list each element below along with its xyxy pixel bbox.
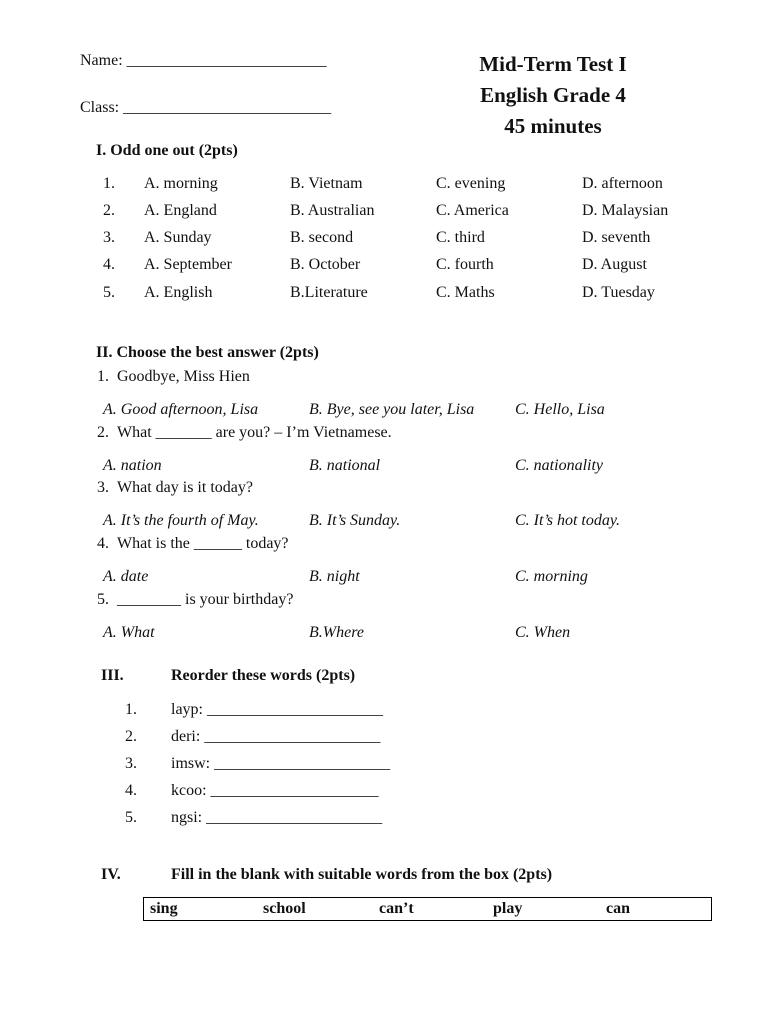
option-b: B. October <box>290 256 361 273</box>
name-field-label: Name: _________________________ <box>80 52 327 69</box>
option-c: C. nationality <box>515 457 603 474</box>
option-c: C. fourth <box>436 256 494 273</box>
reorder-word: kcoo: _____________________ <box>171 782 379 799</box>
option-a: A. It’s the fourth of May. <box>103 512 259 529</box>
option-c: C. When <box>515 624 571 641</box>
option-d: D. Malaysian <box>582 202 669 219</box>
reorder-word: ngsi: ______________________ <box>171 809 383 826</box>
reorder-word: layp: ______________________ <box>171 701 383 718</box>
option-c: C. Hello, Lisa <box>515 401 605 418</box>
option-a: A. morning <box>144 175 218 192</box>
item-number: 1. <box>103 175 115 192</box>
question-text: 2. What _______ are you? – I’m Vietnamese. <box>97 424 392 441</box>
item-number: 5. <box>103 284 115 301</box>
test-title: Mid-Term Test I <box>479 52 627 76</box>
option-d: D. Tuesday <box>582 284 655 301</box>
option-b: B. It’s Sunday. <box>309 512 401 529</box>
option-a: A. England <box>144 202 217 219</box>
option-c: C. It’s hot today. <box>515 512 621 529</box>
word-bank-item: school <box>263 900 306 917</box>
class-field-label: Class: __________________________ <box>80 99 332 116</box>
option-b: B.Where <box>309 624 364 641</box>
test-subtitle: English Grade 4 <box>480 83 626 107</box>
option-d: D. seventh <box>582 229 651 246</box>
word-bank-item: can’t <box>379 900 414 917</box>
option-c: C. America <box>436 202 509 219</box>
item-number: 3. <box>103 229 115 246</box>
section-3-numeral: III. <box>101 667 124 684</box>
section-3-heading: Reorder these words (2pts) <box>171 667 356 684</box>
option-b: B. Australian <box>290 202 375 219</box>
option-c: C. Maths <box>436 284 495 301</box>
option-d: D. August <box>582 256 647 273</box>
option-a: A. September <box>144 256 232 273</box>
item-number: 3. <box>125 755 137 772</box>
section-4-heading: Fill in the blank with suitable words from the box (2pts) <box>171 866 553 883</box>
item-number: 2. <box>103 202 115 219</box>
option-b: B. Bye, see you later, Lisa <box>309 401 475 418</box>
item-number: 4. <box>125 782 137 799</box>
option-b: B. second <box>290 229 354 246</box>
option-a: A. English <box>144 284 213 301</box>
item-number: 4. <box>103 256 115 273</box>
option-c: C. morning <box>515 568 588 585</box>
word-box <box>143 897 712 921</box>
option-a: A. date <box>103 568 149 585</box>
question-text: 5. ________ is your birthday? <box>97 591 294 608</box>
reorder-word: deri: ______________________ <box>171 728 381 745</box>
word-bank-item: sing <box>150 900 178 917</box>
section-2-heading: II. Choose the best answer (2pts) <box>96 344 319 361</box>
option-a: A. Good afternoon, Lisa <box>103 401 259 418</box>
reorder-word: imsw: ______________________ <box>171 755 391 772</box>
section-1-heading: I. Odd one out (2pts) <box>96 142 238 159</box>
question-text: 4. What is the ______ today? <box>97 535 289 552</box>
option-b: B. Vietnam <box>290 175 363 192</box>
option-c: C. evening <box>436 175 506 192</box>
question-text: 3. What day is it today? <box>97 479 253 496</box>
option-c: C. third <box>436 229 485 246</box>
option-d: D. afternoon <box>582 175 663 192</box>
word-bank-item: can <box>606 900 630 917</box>
option-a: A. What <box>103 624 155 641</box>
option-a: A. Sunday <box>144 229 212 246</box>
item-number: 1. <box>125 701 137 718</box>
option-b: B.Literature <box>290 284 368 301</box>
question-text: 1. Goodbye, Miss Hien <box>97 368 250 385</box>
word-bank-item: play <box>493 900 523 917</box>
section-4-numeral: IV. <box>101 866 121 883</box>
option-a: A. nation <box>103 457 162 474</box>
item-number: 2. <box>125 728 137 745</box>
option-b: B. night <box>309 568 360 585</box>
option-b: B. national <box>309 457 381 474</box>
item-number: 5. <box>125 809 137 826</box>
test-duration: 45 minutes <box>504 114 602 138</box>
